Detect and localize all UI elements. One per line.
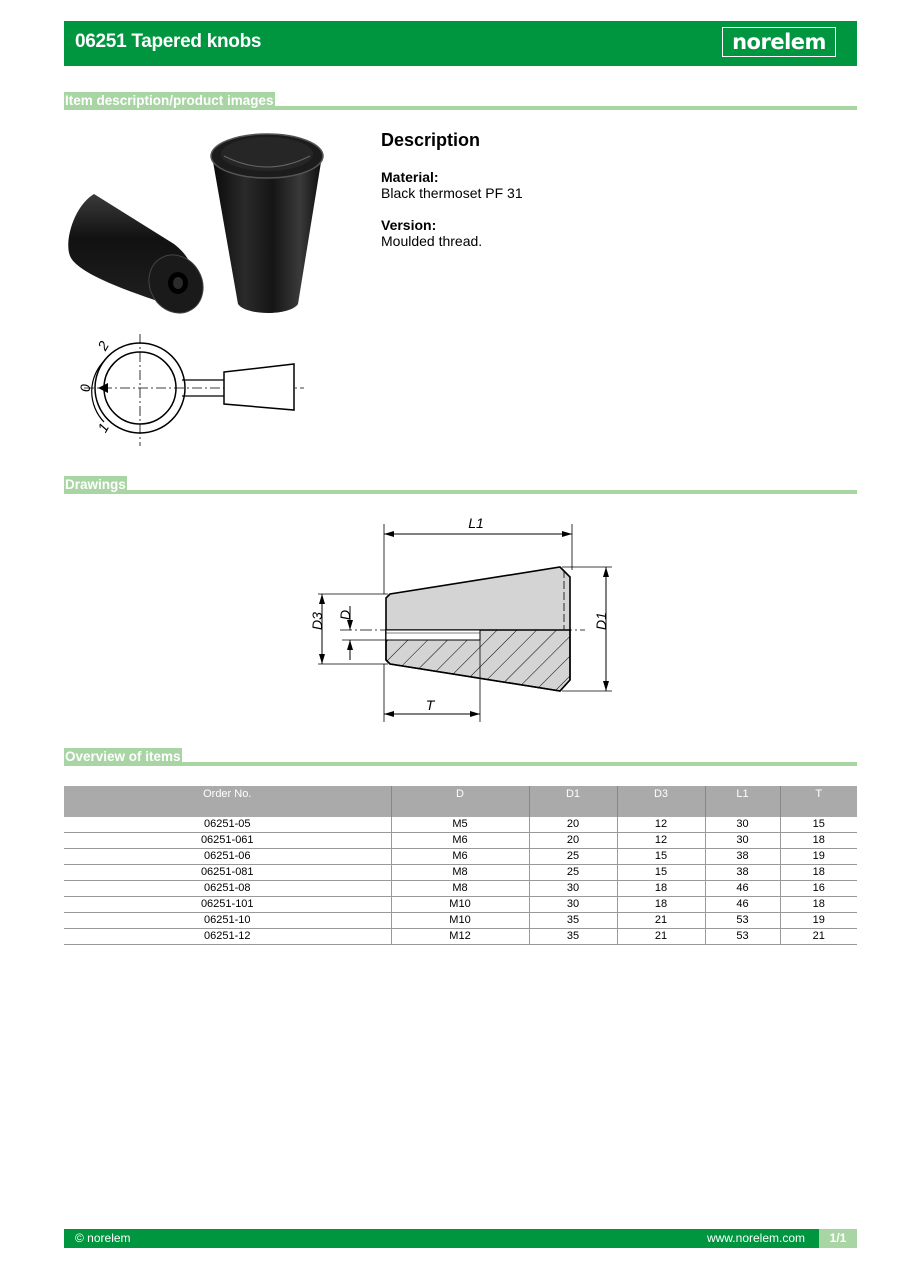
table-cell: 06251-06 [64, 849, 391, 865]
table-cell: M12 [391, 929, 529, 945]
dimension-label-d: D [337, 609, 353, 620]
diagram-label-two: 2 [94, 338, 112, 353]
table-cell: 06251-101 [64, 897, 391, 913]
table-cell: M6 [391, 849, 529, 865]
section-overview [64, 748, 857, 766]
table-row [64, 929, 857, 945]
section-title: Item description/product images [65, 93, 274, 108]
table-cell: 25 [529, 849, 617, 865]
table-cell: 06251-12 [64, 929, 391, 945]
table-row [64, 865, 857, 881]
section-title: Overview of items [65, 749, 181, 764]
dimension-label-d3: D3 [309, 612, 325, 630]
table-cell: 06251-061 [64, 833, 391, 849]
table-cell: 12 [617, 817, 705, 833]
table-cell: 21 [617, 913, 705, 929]
dimension-label-l1: L1 [468, 515, 484, 531]
table-cell: 30 [705, 817, 780, 833]
table-cell: 18 [780, 833, 857, 849]
table-cell: 38 [705, 849, 780, 865]
table-cell: 35 [529, 929, 617, 945]
table-cell: 19 [780, 849, 857, 865]
column-header: T [780, 786, 857, 817]
table-cell: 21 [617, 929, 705, 945]
column-header: D [391, 786, 529, 817]
page-title: 06251 Tapered knobs [75, 31, 262, 52]
table-cell: 30 [705, 833, 780, 849]
table-cell: 18 [780, 897, 857, 913]
table-cell: 20 [529, 817, 617, 833]
technical-drawing [300, 510, 630, 735]
header-bar [64, 21, 857, 66]
table-row [64, 881, 857, 897]
table-cell: 46 [705, 897, 780, 913]
table-cell: 53 [705, 913, 780, 929]
table-cell: 06251-05 [64, 817, 391, 833]
table-cell: M6 [391, 833, 529, 849]
table-header-row [64, 786, 857, 817]
section-title: Drawings [65, 477, 126, 492]
table-cell: 18 [617, 897, 705, 913]
description-heading: Description [381, 130, 481, 150]
table-cell: 18 [617, 881, 705, 897]
section-drawings [64, 476, 857, 494]
table-row [64, 913, 857, 929]
table-row [64, 817, 857, 833]
table-cell: 21 [780, 929, 857, 945]
diagram-label-one: 1 [94, 420, 112, 435]
table-cell: 15 [617, 849, 705, 865]
dimension-label-d1: D1 [593, 612, 609, 630]
table-cell: 18 [780, 865, 857, 881]
rotation-diagram [64, 322, 324, 452]
table-row [64, 833, 857, 849]
description-block [381, 130, 841, 265]
column-header: D3 [617, 786, 705, 817]
table-cell: M10 [391, 913, 529, 929]
table-cell: 15 [780, 817, 857, 833]
page-number: 1/1 [819, 1229, 857, 1248]
table-cell: 06251-081 [64, 865, 391, 881]
table-cell: M8 [391, 865, 529, 881]
table-cell: 12 [617, 833, 705, 849]
column-header: L1 [705, 786, 780, 817]
items-table [64, 786, 857, 945]
table-cell: 25 [529, 865, 617, 881]
section-rule [64, 490, 857, 494]
dimension-label-t: T [425, 697, 435, 713]
version-value: Moulded thread. [381, 233, 483, 249]
section-description-images [64, 92, 857, 110]
column-header: D1 [529, 786, 617, 817]
table-cell: 20 [529, 833, 617, 849]
table-cell: 30 [529, 881, 617, 897]
table-cell: M5 [391, 817, 529, 833]
website-link[interactable]: www.norelem.com [706, 1231, 805, 1245]
material-label: Material: [381, 169, 439, 185]
column-header: Order No. [64, 786, 391, 817]
version-label: Version: [381, 217, 437, 233]
table-cell: M8 [391, 881, 529, 897]
norelem-logo [722, 27, 836, 57]
logo-text: norelem [732, 30, 826, 54]
table-cell: 46 [705, 881, 780, 897]
table-cell: 38 [705, 865, 780, 881]
table-cell: 19 [780, 913, 857, 929]
copyright-text: © norelem [75, 1231, 131, 1245]
table-cell: 06251-10 [64, 913, 391, 929]
table-cell: 53 [705, 929, 780, 945]
product-photo [64, 126, 324, 318]
material-value: Black thermoset PF 31 [381, 185, 523, 201]
table-cell: M10 [391, 897, 529, 913]
table-cell: 16 [780, 881, 857, 897]
section-rule [64, 762, 857, 766]
table-cell: 15 [617, 865, 705, 881]
footer-bar [64, 1229, 857, 1248]
table-row [64, 897, 857, 913]
table-cell: 30 [529, 897, 617, 913]
table-cell: 35 [529, 913, 617, 929]
table-cell: 06251-08 [64, 881, 391, 897]
diagram-label-zero: 0 [77, 384, 93, 392]
table-row [64, 849, 857, 865]
